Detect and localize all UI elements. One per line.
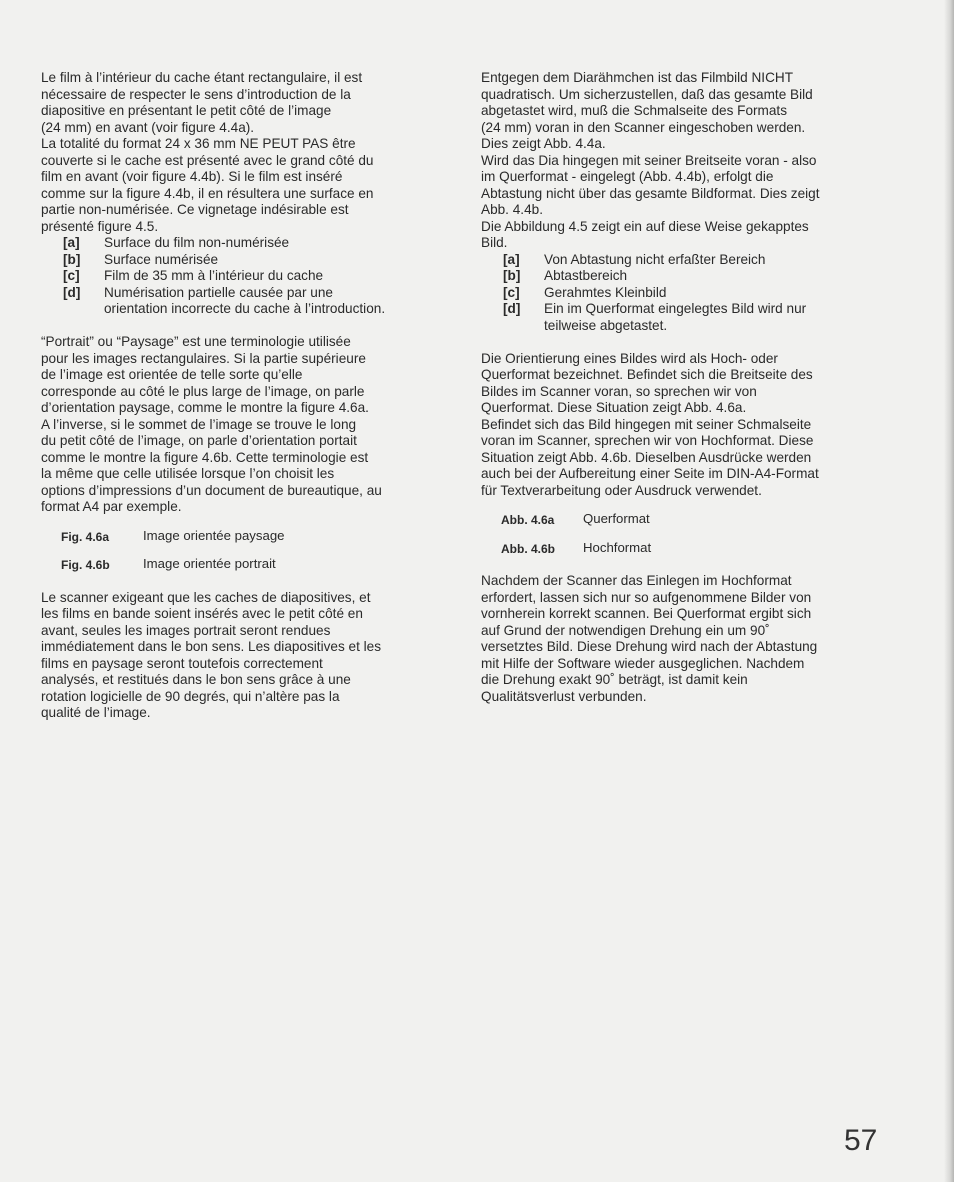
german-legend: [481, 252, 881, 335]
french-paragraph-3: Le scanner exigeant que les caches de diapositives, et les films en bande soient insérés avec le petit côté en avant, seules les images portrait seront rendues immédiatement dans le bon sens. Les diapositives et les films en paysage seront toutefois correctement analysés, et restitués dans le bon sens grâce à une rotation logicielle de 90 degrés, qui n’altère pas la qualité de l’image.: [41, 589, 382, 720]
german-paragraph-1: Entgegen dem Diarähmchen ist das Filmbild NICHT quadratisch. Um sicherzustellen, daß das gesamte Bild abgetastet wird, muß die Schmalseite des Formats (24 mm) voran in den Scanner eingeschoben werden. Dies zeigt Abb. 4.4a. Wird das Dia hingegen mit seiner Breitseite voran - also im Querformat - eingelegt (Abb. 4.4b), erfolgt die Abtastung nicht über das gesamte Bildformat. Dies zeigt Abb. 4.4b. Die Abbildung 4.5 zeigt ein auf diese Weise gekapptes Bild.: [481, 70, 820, 250]
legend-item: [c] Gerahmtes Kleinbild: [503, 284, 667, 300]
legend-item: [b] Abtastbereich: [503, 268, 628, 283]
figure-caption: Fig. 4.6a Image orientée paysage: [61, 527, 285, 544]
legend-item: [b] Surface numérisée: [63, 251, 219, 267]
figure-caption: Abb. 4.6a Querformat: [501, 511, 650, 527]
german-column: [481, 70, 881, 705]
french-paragraph-2: “Portrait” ou “Paysage” est une terminologie utilisée pour les images rectangulaires. Si la partie supérieure de l’image est orientée de telle sorte qu’elle corresponde au côté le plus large de l’image, on parle d’orientation paysage, comme le montre la figure 4.6a. A l’inverse, si le sommet de l’image se trouve le long du petit côté de l’image, on parle d’orientation portait comme le montre la figure 4.6b. Cette terminologie est la même que celle utilisée lorsque l’on choisit les options d’impressions d’un document de bureautique, au format A4 par exemple.: [41, 334, 382, 514]
french-legend: [41, 235, 446, 318]
french-paragraph-1: Le film à l’intérieur du cache étant rectangulaire, il est nécessaire de respecter le sens d’introduction de la diapositive en présentant le petit côté de l’image (24 mm) en avant (voir figure 4.4a). La totalité du format 24 x 36 mm NE PEUT PAS être couverte si le cache est présenté avec le grand côté du film en avant (voir figure 4.4b). Si le film est inséré comme sur la figure 4.4b, il en résultera une surface en partie non-numérisée. Ce vignetage indésirable est présenté figure 4.5.: [41, 70, 374, 234]
legend-item: [a] Von Abtastung nicht erfaßter Bereich: [503, 251, 766, 267]
figure-caption: Fig. 4.6b Image orientée portrait: [61, 556, 276, 572]
page-number: 57: [844, 1124, 878, 1157]
french-column: [41, 70, 446, 722]
german-paragraph-3: Nachdem der Scanner das Einlegen im Hochformat erfordert, lassen sich nur so aufgenommene Bilder von vornherein korrekt scannen. Bei Querformat ergibt sich auf Grund der notwendigen Drehung ein um 90˚ versetztes Bild. Diese Drehung wird nach der Abtastung mit Hilfe der Software wieder ausgeglichen. Nachdem die Drehung exakt 90˚ beträgt, ist damit kein Qualitätsverlust verbunden.: [481, 573, 818, 704]
legend-item: [c] Film de 35 mm à l’intérieur du cache: [63, 268, 324, 283]
page-edge-shadow: [944, 0, 954, 1182]
figure-caption: Abb. 4.6b Hochformat: [501, 539, 652, 556]
legend-item: [d] Ein im Querformat eingelegtes Bild wird nur teilweise abgetastet.: [503, 301, 807, 333]
legend-item: [d] Numérisation partielle causée par une orientation incorrecte du cache à l’introduction.: [63, 284, 386, 316]
german-paragraph-2: Die Orientierung eines Bildes wird als Hoch- oder Querformat bezeichnet. Befindet sich die Breitseite des Bildes im Scanner voran, so sprechen wir von Querformat. Diese Situation zeigt Abb. 4.6a. Befindet sich das Bild hingegen mit seiner Schmalseite voran im Scanner, sprechen wir von Hochformat. Diese Situation zeigt Abb. 4.6b. Dieselben Ausdrücke werden auch bei der Aufbereitung einer Seite im DIN-A4-Format für Textverarbeitung oder Ausdruck verwendet.: [481, 350, 819, 498]
legend-item: [a] Surface du film non-numérisée: [63, 235, 290, 250]
